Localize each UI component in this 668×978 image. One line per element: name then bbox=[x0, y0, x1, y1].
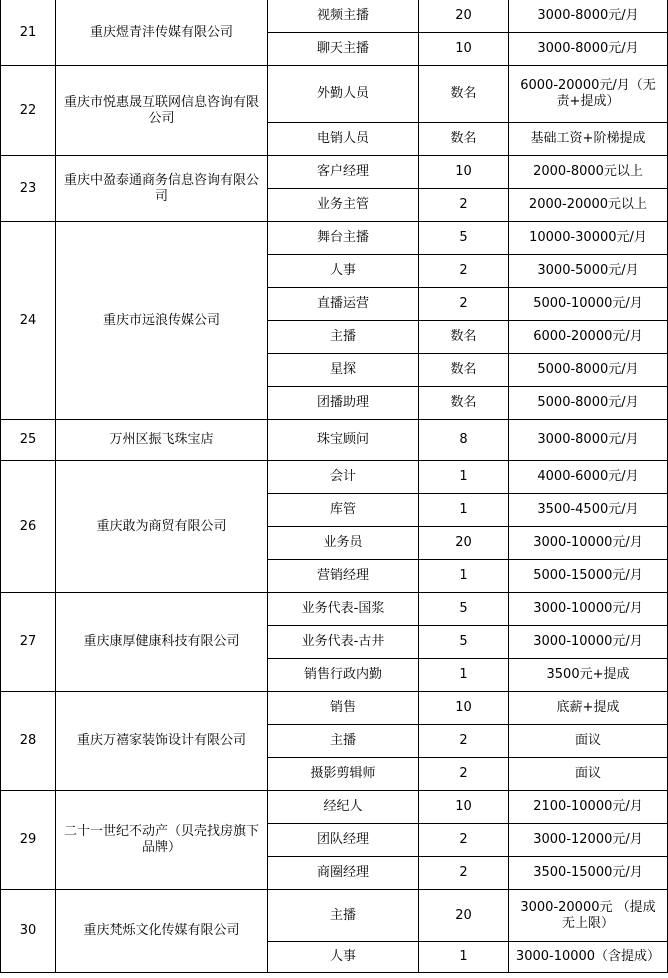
position: 人事 bbox=[268, 255, 419, 288]
company-name: 重庆市远浪传媒公司 bbox=[56, 222, 268, 420]
row-number: 25 bbox=[1, 420, 56, 461]
row-number: 30 bbox=[1, 890, 56, 973]
position: 舞台主播 bbox=[268, 222, 419, 255]
position: 营销经理 bbox=[268, 560, 419, 593]
salary: 5000-8000元/月 bbox=[509, 354, 668, 387]
salary: 3000-10000（含提成） bbox=[509, 942, 668, 973]
position: 销售 bbox=[268, 692, 419, 725]
salary: 6000-20000元/月（无责+提成） bbox=[509, 66, 668, 123]
salary: 面议 bbox=[509, 758, 668, 791]
headcount: 5 bbox=[419, 222, 509, 255]
salary: 3500-4500元/月 bbox=[509, 494, 668, 527]
position: 业务代表-古井 bbox=[268, 626, 419, 659]
position: 团播助理 bbox=[268, 387, 419, 420]
position: 主播 bbox=[268, 321, 419, 354]
salary: 3000-10000元/月 bbox=[509, 626, 668, 659]
row-number: 27 bbox=[1, 593, 56, 692]
salary: 基础工资+阶梯提成 bbox=[509, 123, 668, 156]
headcount: 1 bbox=[419, 461, 509, 494]
salary: 2100-10000元/月 bbox=[509, 791, 668, 824]
position: 主播 bbox=[268, 890, 419, 942]
company-name: 重庆康厚健康科技有限公司 bbox=[56, 593, 268, 692]
company-name: 二十一世纪不动产（贝壳找房旗下品牌） bbox=[56, 791, 268, 890]
salary: 3500元+提成 bbox=[509, 659, 668, 692]
salary: 10000-30000元/月 bbox=[509, 222, 668, 255]
headcount: 2 bbox=[419, 725, 509, 758]
position: 销售行政内勤 bbox=[268, 659, 419, 692]
position: 直播运营 bbox=[268, 288, 419, 321]
headcount: 1 bbox=[419, 560, 509, 593]
headcount: 数名 bbox=[419, 123, 509, 156]
salary: 3000-8000元/月 bbox=[509, 420, 668, 461]
headcount: 数名 bbox=[419, 66, 509, 123]
salary: 2000-8000元以上 bbox=[509, 156, 668, 189]
position: 业务代表-国浆 bbox=[268, 593, 419, 626]
position: 会计 bbox=[268, 461, 419, 494]
headcount: 2 bbox=[419, 189, 509, 222]
position: 视频主播 bbox=[268, 0, 419, 33]
company-name: 重庆梵烁文化传媒有限公司 bbox=[56, 890, 268, 973]
headcount: 20 bbox=[419, 0, 509, 33]
company-name: 重庆市悦惠晟互联网信息咨询有限公司 bbox=[56, 66, 268, 156]
position: 珠宝顾问 bbox=[268, 420, 419, 461]
table-row bbox=[1, 156, 668, 189]
position: 业务员 bbox=[268, 527, 419, 560]
position: 电销人员 bbox=[268, 123, 419, 156]
position: 主播 bbox=[268, 725, 419, 758]
salary: 3500-15000元/月 bbox=[509, 857, 668, 890]
salary: 3000-8000元/月 bbox=[509, 0, 668, 33]
headcount: 20 bbox=[419, 527, 509, 560]
position: 聊天主播 bbox=[268, 33, 419, 66]
table-row bbox=[1, 461, 668, 494]
headcount: 1 bbox=[419, 659, 509, 692]
position: 团队经理 bbox=[268, 824, 419, 857]
position: 客户经理 bbox=[268, 156, 419, 189]
position: 摄影剪辑师 bbox=[268, 758, 419, 791]
headcount: 5 bbox=[419, 593, 509, 626]
row-number: 26 bbox=[1, 461, 56, 593]
headcount: 2 bbox=[419, 824, 509, 857]
salary: 面议 bbox=[509, 725, 668, 758]
position: 业务主管 bbox=[268, 189, 419, 222]
salary: 3000-10000元/月 bbox=[509, 527, 668, 560]
salary: 5000-15000元/月 bbox=[509, 560, 668, 593]
row-number: 28 bbox=[1, 692, 56, 791]
headcount: 20 bbox=[419, 890, 509, 942]
table-row bbox=[1, 66, 668, 123]
headcount: 2 bbox=[419, 255, 509, 288]
table-row bbox=[1, 692, 668, 725]
salary: 2000-20000元以上 bbox=[509, 189, 668, 222]
position: 人事 bbox=[268, 942, 419, 973]
position: 星探 bbox=[268, 354, 419, 387]
position: 库管 bbox=[268, 494, 419, 527]
salary: 3000-10000元/月 bbox=[509, 593, 668, 626]
headcount: 10 bbox=[419, 692, 509, 725]
salary: 3000-20000元 （提成无上限） bbox=[509, 890, 668, 942]
headcount: 数名 bbox=[419, 387, 509, 420]
company-name: 万州区振飞珠宝店 bbox=[56, 420, 268, 461]
headcount: 2 bbox=[419, 857, 509, 890]
table-row bbox=[1, 890, 668, 942]
salary: 6000-20000元/月 bbox=[509, 321, 668, 354]
table-row bbox=[1, 791, 668, 824]
headcount: 数名 bbox=[419, 354, 509, 387]
headcount: 8 bbox=[419, 420, 509, 461]
company-name: 重庆敢为商贸有限公司 bbox=[56, 461, 268, 593]
headcount: 5 bbox=[419, 626, 509, 659]
salary: 3000-8000元/月 bbox=[509, 33, 668, 66]
row-number: 29 bbox=[1, 791, 56, 890]
headcount: 1 bbox=[419, 942, 509, 973]
salary: 底薪+提成 bbox=[509, 692, 668, 725]
headcount: 2 bbox=[419, 758, 509, 791]
headcount: 10 bbox=[419, 33, 509, 66]
headcount: 2 bbox=[419, 288, 509, 321]
company-name: 重庆煜青沣传媒有限公司 bbox=[56, 0, 268, 66]
headcount: 10 bbox=[419, 156, 509, 189]
table-row bbox=[1, 593, 668, 626]
table-row bbox=[1, 222, 668, 255]
position: 经纪人 bbox=[268, 791, 419, 824]
salary: 3000-5000元/月 bbox=[509, 255, 668, 288]
table-row bbox=[1, 0, 668, 33]
row-number: 24 bbox=[1, 222, 56, 420]
position: 商圈经理 bbox=[268, 857, 419, 890]
headcount: 数名 bbox=[419, 321, 509, 354]
position: 外勤人员 bbox=[268, 66, 419, 123]
salary: 5000-8000元/月 bbox=[509, 387, 668, 420]
row-number: 22 bbox=[1, 66, 56, 156]
row-number: 21 bbox=[1, 0, 56, 66]
salary: 3000-12000元/月 bbox=[509, 824, 668, 857]
company-name: 重庆万禧家装饰设计有限公司 bbox=[56, 692, 268, 791]
company-name: 重庆中盈泰通商务信息咨询有限公司 bbox=[56, 156, 268, 222]
headcount: 1 bbox=[419, 494, 509, 527]
table-row bbox=[1, 420, 668, 461]
salary: 4000-6000元/月 bbox=[509, 461, 668, 494]
headcount: 10 bbox=[419, 791, 509, 824]
row-number: 23 bbox=[1, 156, 56, 222]
salary: 5000-10000元/月 bbox=[509, 288, 668, 321]
